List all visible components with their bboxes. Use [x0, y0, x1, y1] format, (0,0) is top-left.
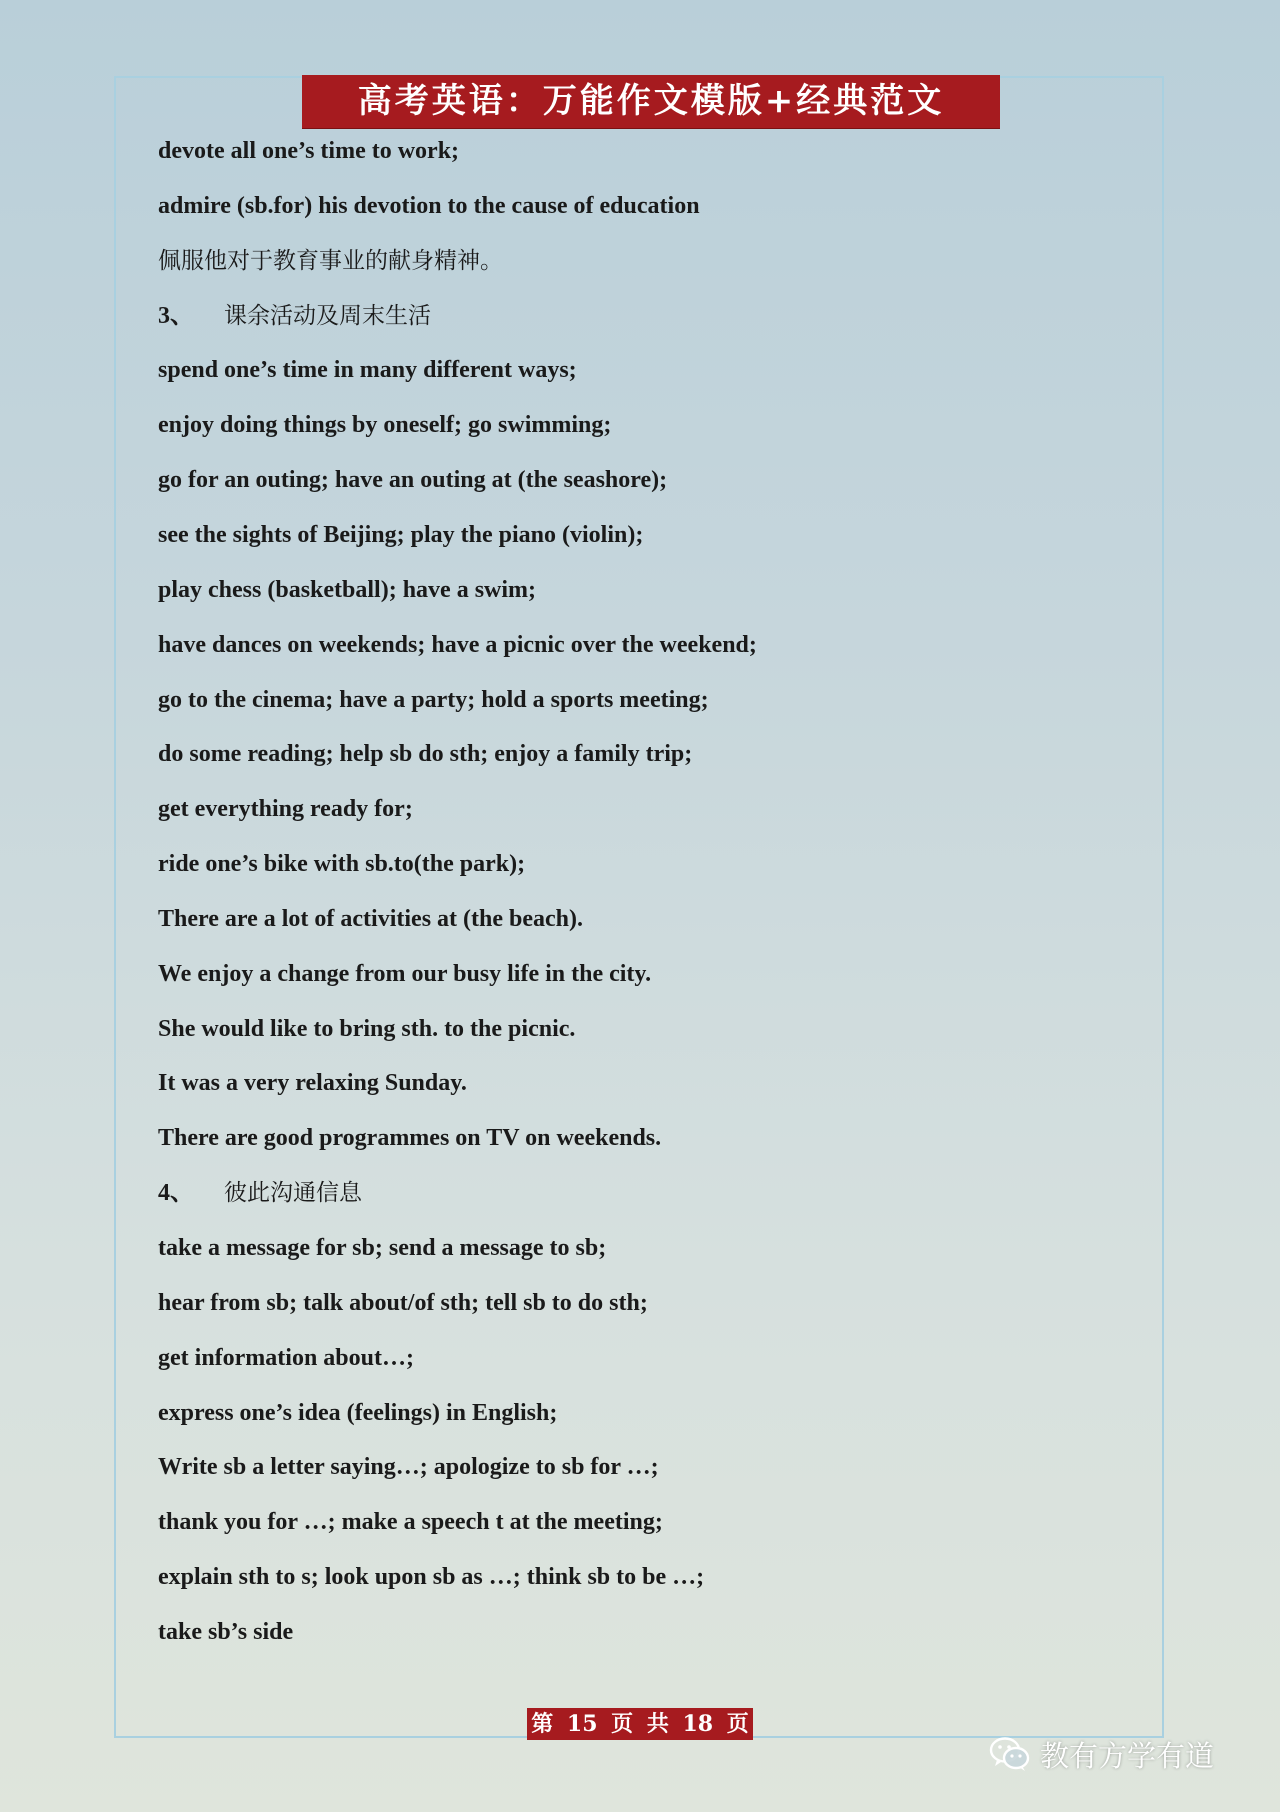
section-number: 4、 — [158, 1180, 194, 1207]
phrase-line: take a message for sb; send a message to sb; — [158, 1235, 607, 1261]
phrase-line: There are good programmes on TV on weekends. — [158, 1125, 662, 1152]
watermark-text: 教有方学有道 — [1040, 1738, 1215, 1773]
phrase-line: We enjoy a change from our busy life in the city. — [158, 960, 652, 987]
phrase-line: ride one’s bike with sb.to(the park); — [158, 851, 526, 878]
phrase-line: get everything ready for; — [158, 796, 413, 823]
phrase-line: hear from sb; talk about/of sth; tell sb to do sth; — [158, 1289, 648, 1316]
phrase-line: devote all one’s time to work; — [158, 138, 460, 164]
phrase-line: spend one’s time in many different ways; — [158, 357, 577, 384]
phrase-line: take sb’s side — [158, 1618, 294, 1645]
phrase-line: She would like to bring sth. to the picnic. — [158, 1015, 576, 1042]
phrase-line: thank you for …; make a speech t at the meeting; — [158, 1509, 663, 1536]
phrase-line: have dances on weekends; have a picnic over the weekend; — [158, 631, 757, 658]
phrase-line: play chess (basketball); have a swim; — [158, 576, 537, 603]
section-heading — [158, 1178, 362, 1208]
section-number: 3、 — [158, 302, 194, 329]
watermark — [988, 1732, 1214, 1776]
chinese-translation-line: 佩服他对于教育事业的献身精神。 — [158, 247, 503, 274]
section-heading — [158, 301, 431, 331]
phrase-line: enjoy doing things by oneself; go swimming; — [158, 412, 612, 439]
section-title: 课余活动及周末生活 — [224, 302, 431, 329]
page-number-badge: 第 15 页 共 18 页 — [527, 1708, 753, 1740]
phrase-line: explain sth to s; look upon sb as …; think sb to be …; — [158, 1564, 705, 1591]
wechat-icon — [988, 1734, 1032, 1774]
phrase-line: see the sights of Beijing; play the piano (violin); — [158, 521, 644, 548]
phrase-line: go to the cinema; have a party; hold a sports meeting; — [158, 686, 709, 713]
phrase-line: go for an outing; have an outing at (the seashore); — [158, 467, 668, 494]
phrase-line: express one’s idea (feelings) in English; — [158, 1399, 558, 1426]
phrase-line: get information about…; — [158, 1344, 414, 1371]
section-title: 彼此沟通信息 — [224, 1180, 362, 1207]
page-title: 高考英语：万能作文模版+经典范文 — [302, 75, 1000, 128]
phrase-line: do some reading; help sb do sth; enjoy a family trip; — [158, 741, 693, 768]
phrase-line: There are a lot of activities at (the beach). — [158, 905, 584, 932]
phrase-line: admire (sb.for) his devotion to the cause of education — [158, 192, 700, 219]
phrase-line: It was a very relaxing Sunday. — [158, 1070, 467, 1097]
phrase-line: Write sb a letter saying…; apologize to sb for …; — [158, 1454, 659, 1481]
